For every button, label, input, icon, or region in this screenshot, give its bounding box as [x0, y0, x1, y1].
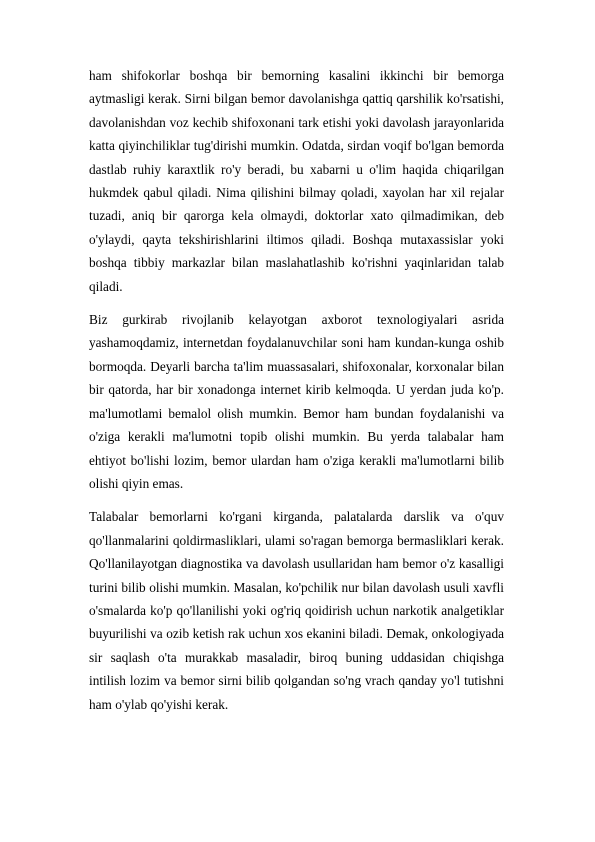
paragraph-2: Biz gurkirab rivojlanib kelayotgan axborot texnologiyalari asrida yashamoqdamiz, internetdan foydalanuvchilar soni ham kundan-kunga oshib bormoqda. Deyarli barcha ta'lim muassasalari, shifoxonalar, korxonalar bilan bir qatorda, har bir xonadonga internet kirib kelmoqda. U yerdan juda ko'p. ma'lumotlami bemalol olish mumkin. Bemor ham bundan foydalanishi va o'ziga kerakli ma'lumotni topib olishi mumkin. Bu yerda talabalar ham ehtiyot bo'lishi lozim, bemor ulardan ham o'ziga kerakli ma'lumotlarni bilib olishi qiyin emas. — [89, 312, 504, 491]
paragraph-3: Talabalar bemorlarni ko'rgani kirganda, palatalarda darslik va o'quv qo'llanmalarini qoldirmasliklari, ulami so'ragan bemorga bermasliklari kerak. Qo'llanilayotgan diagnostika va davolash usullaridan ham bemor o'z kasalligi turini bilib olishi mumkin. Masalan, ko'pchilik nur bilan davolash usuli xavfli o'smalarda ko'p qo'llanilishi yoki og'riq qoidirish uchun narkotik analgetiklar buyurilishi va ozib ketish rak uchun xos ekanini biladi. Demak, onkologiyada sir saqlash o'ta murakkab masaladir, biroq buning uddasidan chiqishga intilish lozim va bemor sirni bilib qolgandan so'ng vrach qanday yo'l tutishni ham o'ylab qo'yishi kerak. — [89, 509, 504, 712]
paragraph-1: ham shifokorlar boshqa bir bemorning kasalini ikkinchi bir bemorga aytmasligi kerak. Sirni bilgan bemor davolanishga qattiq qarshilik ko'rsatishi, davolanishdan voz kechib shifoxonani tark etishi yoki davolash jarayonlarida katta qiyinchiliklar tug'dirishi mumkin. Odatda, sirdan voqif bo'lgan bemorda dastlab ruhiy karaxtlik ro'y beradi, bu xabarni u o'lim haqida chiqarilgan hukmdek qabul qiladi. Nima qilishini bilmay qoladi, xayolan har xil rejalar tuzadi, aniq bir qarorga kela olmaydi, doktorlar xato qilmadimikan, deb o'ylaydi, qayta tekshirishlarini iltimos qiladi. Boshqa mutaxassislar yoki boshqa tibbiy markazlar bilan maslahatlashib ko'rishni yaqinlaridan talab qiladi. — [89, 68, 504, 294]
document-body — [89, 64, 504, 726]
